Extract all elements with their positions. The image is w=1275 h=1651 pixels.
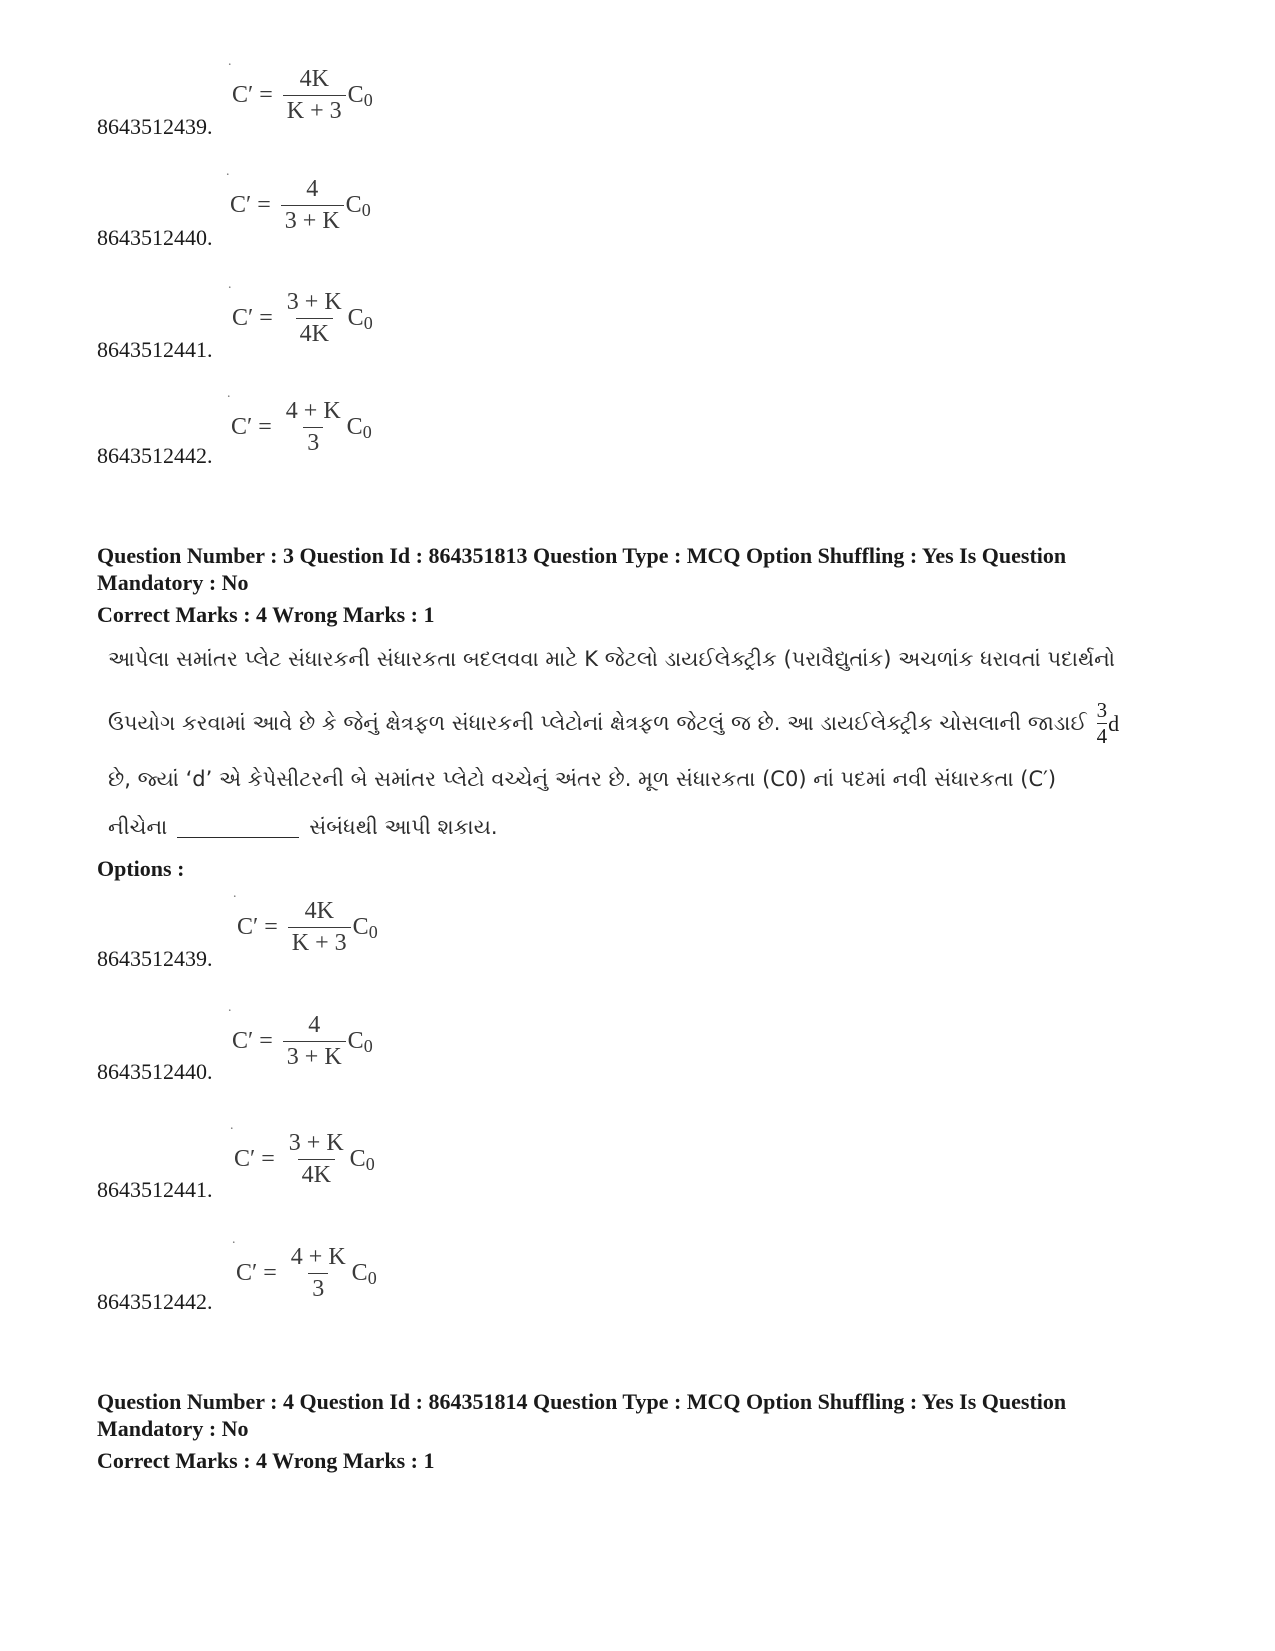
answer-blank bbox=[177, 837, 299, 838]
option-id: 8643512441. bbox=[97, 1177, 213, 1202]
option-id: 8643512439. bbox=[97, 946, 213, 971]
thickness-fraction: $\frac{3}{4}$ bbox=[1096, 698, 1108, 748]
option-id: 8643512439. bbox=[97, 114, 213, 139]
option-formula: . C′ = $\frac{3 + K}{4K}$ C 0 bbox=[230, 1118, 375, 1188]
option-formula: . C′ = $\frac{3 + K}{4K}$ C 0 bbox=[228, 277, 373, 347]
question-3-header: Question Number : 3 Question Id : 864351813 Question Type : MCQ Option Shuffling : Yes Is Question Mandatory : No bbox=[97, 543, 1067, 595]
option-id: 8643512442. bbox=[97, 1289, 213, 1314]
option-formula: . C′ = $\frac{4 + K}{3}$ C 0 bbox=[232, 1232, 377, 1302]
question-text-line-4: નીચેના સંબંધથી આપી શકાય. bbox=[108, 815, 498, 839]
option-id: 8643512441. bbox=[97, 337, 213, 362]
option-id: 8643512440. bbox=[97, 225, 213, 250]
option-id: 8643512440. bbox=[97, 1059, 213, 1084]
question-text-line-3: છે, જ્યાં ‘d’ એ કેપેસીટરની બે સમાંતર પ્લેટો વચ્ચેનું અંતર છે. મૂળ સંધારકતા (C0) નાં પદમાં નવી સંધારકતા (C′) bbox=[108, 767, 1057, 791]
option-formula: . C′ = $\frac{4K}{K + 3}$ C 0 bbox=[233, 886, 378, 956]
option-formula: . C′ = $\frac{4}{3 + K}$ C 0 bbox=[228, 1000, 373, 1070]
question-3-marks: Correct Marks : 4 Wrong Marks : 1 bbox=[97, 602, 435, 627]
question-text-line-1: આપેલા સમાંતર પ્લેટ સંધારકની સંધારકતા બદલવવા માટે K જેટલો ડાયઈલેક્ટ્રીક (પરાવૈદ્યુતાંક) અચળાંક ધરાવતાં પદાર્થનો bbox=[108, 647, 1116, 671]
option-id: 8643512442. bbox=[97, 443, 213, 468]
option-formula: . C′ = $\frac{4K}{K + 3}$ C 0 bbox=[228, 54, 373, 124]
option-formula: . C′ = $\frac{4}{3 + K}$ C 0 bbox=[226, 164, 371, 234]
question-4-header: Question Number : 4 Question Id : 864351814 Question Type : MCQ Option Shuffling : Yes Is Question Mandatory : No bbox=[97, 1389, 1067, 1441]
option-formula: . C′ = $\frac{4 + K}{3}$ C 0 bbox=[227, 386, 372, 456]
question-4-marks: Correct Marks : 4 Wrong Marks : 1 bbox=[97, 1448, 435, 1473]
question-text-line-2: ઉપયોગ કરવામાં આવે છે કે જેનું ક્ષેત્રફળ સંધારકની પ્લેટોનાં ક્ષેત્રફળ જેટલું જ છે. આ ડાયઈલેક્ટ્રીક ચોસલાની જાડાઈ $\frac{3}{4}$ d bbox=[108, 698, 1120, 748]
options-label: Options : bbox=[97, 856, 185, 881]
